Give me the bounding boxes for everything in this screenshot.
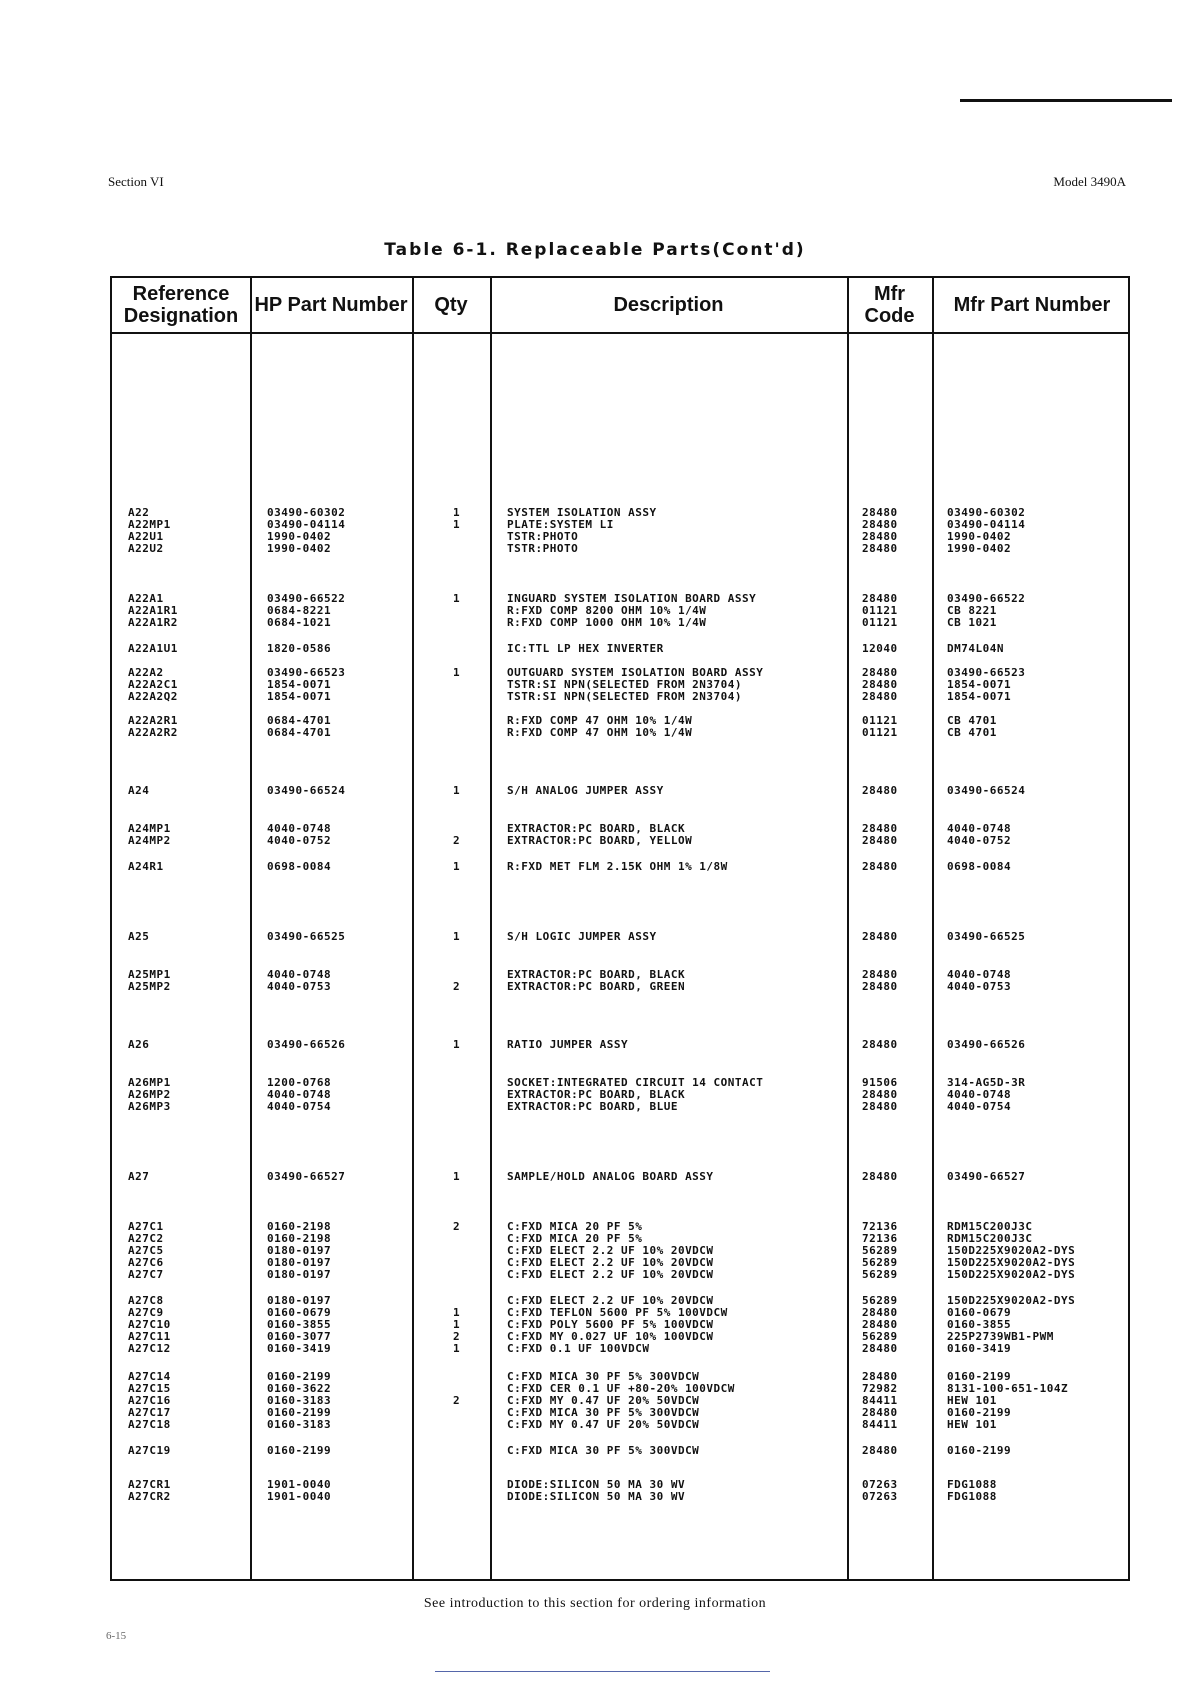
cell-hp: 0160-3183 (267, 1394, 332, 1407)
page-number: 6-15 (106, 1630, 127, 1642)
cell-ref: A27C6 (128, 1256, 164, 1269)
cell-code: 84411 (862, 1418, 898, 1431)
header-divider (112, 332, 1128, 334)
cell-desc: R:FXD MET FLM 2.15K OHM 1% 1/8W (507, 860, 728, 873)
cell-ref: A26 (128, 1038, 150, 1051)
cell-desc: OUTGUARD SYSTEM ISOLATION BOARD ASSY (507, 666, 764, 679)
cell-code: 28480 (862, 666, 898, 679)
cell-desc: C:FXD MY 0.027 UF 10% 100VDCW (507, 1330, 714, 1343)
cell-code: 28480 (862, 930, 898, 943)
cell-desc: EXTRACTOR:PC BOARD, BLACK (507, 1088, 686, 1101)
cell-code: 56289 (862, 1268, 898, 1281)
cell-hp: 0684-1021 (267, 616, 332, 629)
cell-ref: A22A1 (128, 592, 164, 605)
cell-desc: TSTR:SI NPN(SELECTED FROM 2N3704) (507, 678, 743, 691)
cell-code: 28480 (862, 784, 898, 797)
cell-hp: 0684-8221 (267, 604, 332, 617)
table-row (112, 980, 1128, 994)
cell-code: 28480 (862, 980, 898, 993)
cell-desc: C:FXD POLY 5600 PF 5% 100VDCW (507, 1318, 714, 1331)
cell-desc: DIODE:SILICON 50 MA 30 WV (507, 1478, 686, 1491)
cell-mpn: 0160-2199 (947, 1406, 1012, 1419)
table-row (112, 860, 1128, 874)
cell-qty: 2 (453, 834, 461, 847)
cell-desc: C:FXD MICA 30 PF 5% 300VDCW (507, 1444, 700, 1457)
cell-code: 28480 (862, 1318, 898, 1331)
parts-table (110, 276, 1130, 1581)
cell-ref: A27CR2 (128, 1490, 171, 1503)
cell-desc: C:FXD MY 0.47 UF 20% 50VDCW (507, 1394, 700, 1407)
cell-code: 28480 (862, 1370, 898, 1383)
cell-hp: 0160-2198 (267, 1232, 332, 1245)
cell-mpn: RDM15C200J3C (947, 1220, 1033, 1233)
section-label: Section VI (108, 174, 164, 189)
cell-ref: A27C11 (128, 1330, 171, 1343)
cell-code: 28480 (862, 1170, 898, 1183)
cell-ref: A24MP1 (128, 822, 171, 835)
table-row (112, 784, 1128, 798)
cell-mpn: DM74L04N (947, 642, 1004, 655)
cell-mpn: CB 8221 (947, 604, 997, 617)
cell-qty: 1 (453, 1318, 461, 1331)
cell-code: 56289 (862, 1256, 898, 1269)
cell-qty: 1 (453, 1342, 461, 1355)
table-row (112, 1100, 1128, 1114)
cell-desc: C:FXD 0.1 UF 100VDCW (507, 1342, 650, 1355)
cell-desc: C:FXD TEFLON 5600 PF 5% 100VDCW (507, 1306, 728, 1319)
cell-qty: 1 (453, 860, 461, 873)
cell-mpn: 0698-0084 (947, 860, 1012, 873)
cell-mpn: 1990-0402 (947, 542, 1012, 555)
cell-ref: A22A2R2 (128, 726, 178, 739)
cell-desc: S/H LOGIC JUMPER ASSY (507, 930, 657, 943)
cell-ref: A25 (128, 930, 150, 943)
cell-mpn: 4040-0748 (947, 1088, 1012, 1101)
cell-ref: A22A2 (128, 666, 164, 679)
cell-ref: A27C19 (128, 1444, 171, 1457)
cell-hp: 4040-0754 (267, 1100, 332, 1113)
cell-mpn: 0160-3419 (947, 1342, 1012, 1355)
cell-hp: 1901-0040 (267, 1478, 332, 1491)
cell-hp: 4040-0753 (267, 980, 332, 993)
cell-hp: 0160-3855 (267, 1318, 332, 1331)
cell-hp: 03490-66522 (267, 592, 346, 605)
cell-mpn: 150D225X9020A2-DYS (947, 1256, 1076, 1269)
cell-qty: 1 (453, 518, 461, 531)
cell-hp: 0180-0197 (267, 1244, 332, 1257)
cell-mpn: 03490-66524 (947, 784, 1026, 797)
cell-mpn: 4040-0748 (947, 822, 1012, 835)
cell-ref: A27C12 (128, 1342, 171, 1355)
cell-hp: 0160-3419 (267, 1342, 332, 1355)
cell-qty: 2 (453, 980, 461, 993)
cell-hp: 4040-0752 (267, 834, 332, 847)
cell-code: 28480 (862, 1100, 898, 1113)
cell-code: 72136 (862, 1232, 898, 1245)
cell-mpn: 314-AG5D-3R (947, 1076, 1026, 1089)
cell-code: 28480 (862, 1306, 898, 1319)
cell-desc: C:FXD MICA 30 PF 5% 300VDCW (507, 1406, 700, 1419)
cell-code: 28480 (862, 1038, 898, 1051)
cell-desc: C:FXD MICA 20 PF 5% (507, 1220, 643, 1233)
cell-mpn: 4040-0748 (947, 968, 1012, 981)
cell-code: 28480 (862, 1406, 898, 1419)
cell-code: 12040 (862, 642, 898, 655)
cell-desc: R:FXD COMP 8200 OHM 10% 1/4W (507, 604, 707, 617)
cell-ref: A22A1R1 (128, 604, 178, 617)
table-row (112, 726, 1128, 740)
cell-desc: C:FXD MICA 30 PF 5% 300VDCW (507, 1370, 700, 1383)
cell-ref: A27C8 (128, 1294, 164, 1307)
cell-mpn: 225P2739WB1-PWM (947, 1330, 1054, 1343)
model-label: Model 3490A (1053, 174, 1126, 189)
cell-hp: 0160-2199 (267, 1406, 332, 1419)
cell-desc: INGUARD SYSTEM ISOLATION BOARD ASSY (507, 592, 757, 605)
cell-mpn: 03490-66523 (947, 666, 1026, 679)
cell-code: 28480 (862, 678, 898, 691)
cell-code: 01121 (862, 604, 898, 617)
cell-code: 84411 (862, 1394, 898, 1407)
ordering-note: See introduction to this section for ordering information (423, 1596, 767, 1611)
cell-mpn: 150D225X9020A2-DYS (947, 1244, 1076, 1257)
cell-ref: A25MP2 (128, 980, 171, 993)
cell-ref: A27C7 (128, 1268, 164, 1281)
table-row (112, 642, 1128, 656)
table-row (112, 834, 1128, 848)
cell-ref: A26MP1 (128, 1076, 171, 1089)
cell-hp: 0180-0197 (267, 1256, 332, 1269)
cell-desc: C:FXD ELECT 2.2 UF 10% 20VDCW (507, 1244, 714, 1257)
cell-mpn: 4040-0753 (947, 980, 1012, 993)
cell-mpn: CB 1021 (947, 616, 997, 629)
table-row (112, 1418, 1128, 1432)
cell-code: 28480 (862, 860, 898, 873)
cell-hp: 0160-3622 (267, 1382, 332, 1395)
col-header-mfr-code: Mfr Code (864, 283, 915, 327)
cell-desc: IC:TTL LP HEX INVERTER (507, 642, 664, 655)
cell-hp: 0160-2199 (267, 1444, 332, 1457)
cell-desc: C:FXD MY 0.47 UF 20% 50VDCW (507, 1418, 700, 1431)
cell-desc: C:FXD ELECT 2.2 UF 10% 20VDCW (507, 1256, 714, 1269)
table-row (112, 542, 1128, 556)
cell-hp: 0180-0197 (267, 1268, 332, 1281)
cell-code: 28480 (862, 968, 898, 981)
cell-mpn: FDG1088 (947, 1478, 997, 1491)
cell-code: 07263 (862, 1478, 898, 1491)
cell-ref: A27C16 (128, 1394, 171, 1407)
cell-mpn: 1990-0402 (947, 530, 1012, 543)
cell-hp: 1200-0768 (267, 1076, 332, 1089)
cell-ref: A22A1R2 (128, 616, 178, 629)
cell-desc: C:FXD ELECT 2.2 UF 10% 20VDCW (507, 1294, 714, 1307)
cell-mpn: CB 4701 (947, 726, 997, 739)
table-row (112, 1444, 1128, 1458)
cell-desc: TSTR:PHOTO (507, 542, 579, 555)
cell-code: 56289 (862, 1294, 898, 1307)
cell-hp: 03490-66524 (267, 784, 346, 797)
cell-code: 56289 (862, 1330, 898, 1343)
cell-code: 28480 (862, 1342, 898, 1355)
cell-ref: A24MP2 (128, 834, 171, 847)
cell-ref: A22A2C1 (128, 678, 178, 691)
cell-ref: A27 (128, 1170, 150, 1183)
cell-code: 28480 (862, 690, 898, 703)
cell-hp: 1901-0040 (267, 1490, 332, 1503)
cell-hp: 0160-3077 (267, 1330, 332, 1343)
table-row (112, 616, 1128, 630)
cell-desc: R:FXD COMP 47 OHM 10% 1/4W (507, 726, 693, 739)
cell-hp: 03490-66526 (267, 1038, 346, 1051)
cell-desc: S/H ANALOG JUMPER ASSY (507, 784, 664, 797)
cell-code: 72136 (862, 1220, 898, 1233)
cell-ref: A24R1 (128, 860, 164, 873)
cell-ref: A22U1 (128, 530, 164, 543)
cell-mpn: 0160-2199 (947, 1370, 1012, 1383)
cell-desc: EXTRACTOR:PC BOARD, BLACK (507, 822, 686, 835)
cell-mpn: 8131-100-651-104Z (947, 1382, 1069, 1395)
cell-ref: A22 (128, 506, 150, 519)
col-header-hp-part: HP Part Number (254, 294, 408, 316)
cell-hp: 03490-60302 (267, 506, 346, 519)
col-header-description: Description (613, 294, 724, 316)
top-rule (960, 99, 1172, 102)
cell-code: 28480 (862, 834, 898, 847)
cell-code: 28480 (862, 592, 898, 605)
cell-desc: EXTRACTOR:PC BOARD, GREEN (507, 980, 686, 993)
cell-hp: 0684-4701 (267, 726, 332, 739)
cell-desc: R:FXD COMP 47 OHM 10% 1/4W (507, 714, 693, 727)
cell-mpn: CB 4701 (947, 714, 997, 727)
cell-hp: 03490-66523 (267, 666, 346, 679)
cell-hp: 0698-0084 (267, 860, 332, 873)
cell-hp: 1854-0071 (267, 690, 332, 703)
cell-hp: 0160-2199 (267, 1370, 332, 1383)
cell-mpn: 03490-60302 (947, 506, 1026, 519)
cell-desc: R:FXD COMP 1000 OHM 10% 1/4W (507, 616, 707, 629)
cell-desc: PLATE:SYSTEM LI (507, 518, 614, 531)
cell-code: 56289 (862, 1244, 898, 1257)
cell-mpn: 150D225X9020A2-DYS (947, 1294, 1076, 1307)
cell-mpn: 03490-66525 (947, 930, 1026, 943)
cell-qty: 1 (453, 930, 461, 943)
cell-code: 01121 (862, 616, 898, 629)
cell-ref: A27CR1 (128, 1478, 171, 1491)
table-row (112, 690, 1128, 704)
cell-mpn: 0160-2199 (947, 1444, 1012, 1457)
cell-qty: 1 (453, 666, 461, 679)
cell-ref: A22A2R1 (128, 714, 178, 727)
cell-ref: A26MP3 (128, 1100, 171, 1113)
cell-desc: SOCKET:INTEGRATED CIRCUIT 14 CONTACT (507, 1076, 764, 1089)
cell-code: 28480 (862, 518, 898, 531)
cell-ref: A22MP1 (128, 518, 171, 531)
cell-desc: EXTRACTOR:PC BOARD, BLUE (507, 1100, 678, 1113)
cell-code: 01121 (862, 726, 898, 739)
cell-ref: A27C10 (128, 1318, 171, 1331)
cell-ref: A22A2Q2 (128, 690, 178, 703)
cell-mpn: 03490-66527 (947, 1170, 1026, 1183)
cell-mpn: 0160-3855 (947, 1318, 1012, 1331)
cell-mpn: 03490-04114 (947, 518, 1026, 531)
cell-mpn: HEW 101 (947, 1418, 997, 1431)
cell-hp: 1990-0402 (267, 542, 332, 555)
cell-desc: TSTR:PHOTO (507, 530, 579, 543)
cell-ref: A27C17 (128, 1406, 171, 1419)
cell-ref: A22A1U1 (128, 642, 178, 655)
cell-mpn: 0160-0679 (947, 1306, 1012, 1319)
table-title: Table 6-1. Replaceable Parts(Cont'd) (384, 240, 806, 260)
cell-hp: 4040-0748 (267, 822, 332, 835)
table-row (112, 1170, 1128, 1184)
cell-code: 01121 (862, 714, 898, 727)
cell-code: 28480 (862, 1444, 898, 1457)
col-header-reference: Reference Designation (123, 283, 239, 327)
cell-desc: SAMPLE/HOLD ANALOG BOARD ASSY (507, 1170, 714, 1183)
cell-qty: 2 (453, 1330, 461, 1343)
table-row (112, 1342, 1128, 1356)
cell-hp: 03490-04114 (267, 518, 346, 531)
cell-code: 28480 (862, 542, 898, 555)
cell-mpn: FDG1088 (947, 1490, 997, 1503)
cell-qty: 1 (453, 1170, 461, 1183)
cell-ref: A27C2 (128, 1232, 164, 1245)
cell-code: 28480 (862, 506, 898, 519)
cell-desc: EXTRACTOR:PC BOARD, BLACK (507, 968, 686, 981)
cell-hp: 0160-3183 (267, 1418, 332, 1431)
cell-ref: A26MP2 (128, 1088, 171, 1101)
cell-hp: 03490-66525 (267, 930, 346, 943)
cell-hp: 0180-0197 (267, 1294, 332, 1307)
cell-mpn: 03490-66522 (947, 592, 1026, 605)
table-row (112, 1038, 1128, 1052)
cell-mpn: 1854-0071 (947, 690, 1012, 703)
col-header-qty: Qty (434, 294, 468, 316)
cell-desc: C:FXD ELECT 2.2 UF 10% 20VDCW (507, 1268, 714, 1281)
cell-hp: 4040-0748 (267, 968, 332, 981)
cell-desc: C:FXD MICA 20 PF 5% (507, 1232, 643, 1245)
cell-hp: 1854-0071 (267, 678, 332, 691)
cell-code: 91506 (862, 1076, 898, 1089)
cell-hp: 0160-2198 (267, 1220, 332, 1233)
cell-desc: DIODE:SILICON 50 MA 30 WV (507, 1490, 686, 1503)
cell-desc: RATIO JUMPER ASSY (507, 1038, 629, 1051)
cell-mpn: 1854-0071 (947, 678, 1012, 691)
cell-ref: A24 (128, 784, 150, 797)
cell-code: 72982 (862, 1382, 898, 1395)
cell-hp: 0160-0679 (267, 1306, 332, 1319)
cell-qty: 2 (453, 1394, 461, 1407)
cell-code: 28480 (862, 1088, 898, 1101)
cell-ref: A27C1 (128, 1220, 164, 1233)
cell-qty: 1 (453, 1038, 461, 1051)
cell-mpn: HEW 101 (947, 1394, 997, 1407)
cell-hp: 1820-0586 (267, 642, 332, 655)
cell-qty: 1 (453, 506, 461, 519)
table-row (112, 1268, 1128, 1282)
cell-ref: A25MP1 (128, 968, 171, 981)
cell-mpn: 4040-0754 (947, 1100, 1012, 1113)
cell-mpn: 03490-66526 (947, 1038, 1026, 1051)
cell-ref: A27C9 (128, 1306, 164, 1319)
cell-mpn: RDM15C200J3C (947, 1232, 1033, 1245)
cell-qty: 1 (453, 592, 461, 605)
cell-hp: 4040-0748 (267, 1088, 332, 1101)
cell-mpn: 4040-0752 (947, 834, 1012, 847)
cell-code: 28480 (862, 530, 898, 543)
cell-qty: 1 (453, 1306, 461, 1319)
cell-code: 28480 (862, 822, 898, 835)
table-row (112, 1490, 1128, 1504)
cell-code: 07263 (862, 1490, 898, 1503)
cell-desc: TSTR:SI NPN(SELECTED FROM 2N3704) (507, 690, 743, 703)
cell-ref: A27C5 (128, 1244, 164, 1257)
cell-hp: 1990-0402 (267, 530, 332, 543)
cell-hp: 0684-4701 (267, 714, 332, 727)
cell-ref: A27C15 (128, 1382, 171, 1395)
cell-ref: A27C14 (128, 1370, 171, 1383)
col-header-mfr-part: Mfr Part Number (953, 294, 1111, 316)
cell-desc: C:FXD CER 0.1 UF +80-20% 100VDCW (507, 1382, 735, 1395)
cell-desc: SYSTEM ISOLATION ASSY (507, 506, 657, 519)
cell-hp: 03490-66527 (267, 1170, 346, 1183)
cell-qty: 1 (453, 784, 461, 797)
cell-ref: A22U2 (128, 542, 164, 555)
table-row (112, 930, 1128, 944)
cell-mpn: 150D225X9020A2-DYS (947, 1268, 1076, 1281)
cell-qty: 2 (453, 1220, 461, 1233)
cell-desc: EXTRACTOR:PC BOARD, YELLOW (507, 834, 693, 847)
bottom-rule (435, 1671, 770, 1672)
cell-ref: A27C18 (128, 1418, 171, 1431)
